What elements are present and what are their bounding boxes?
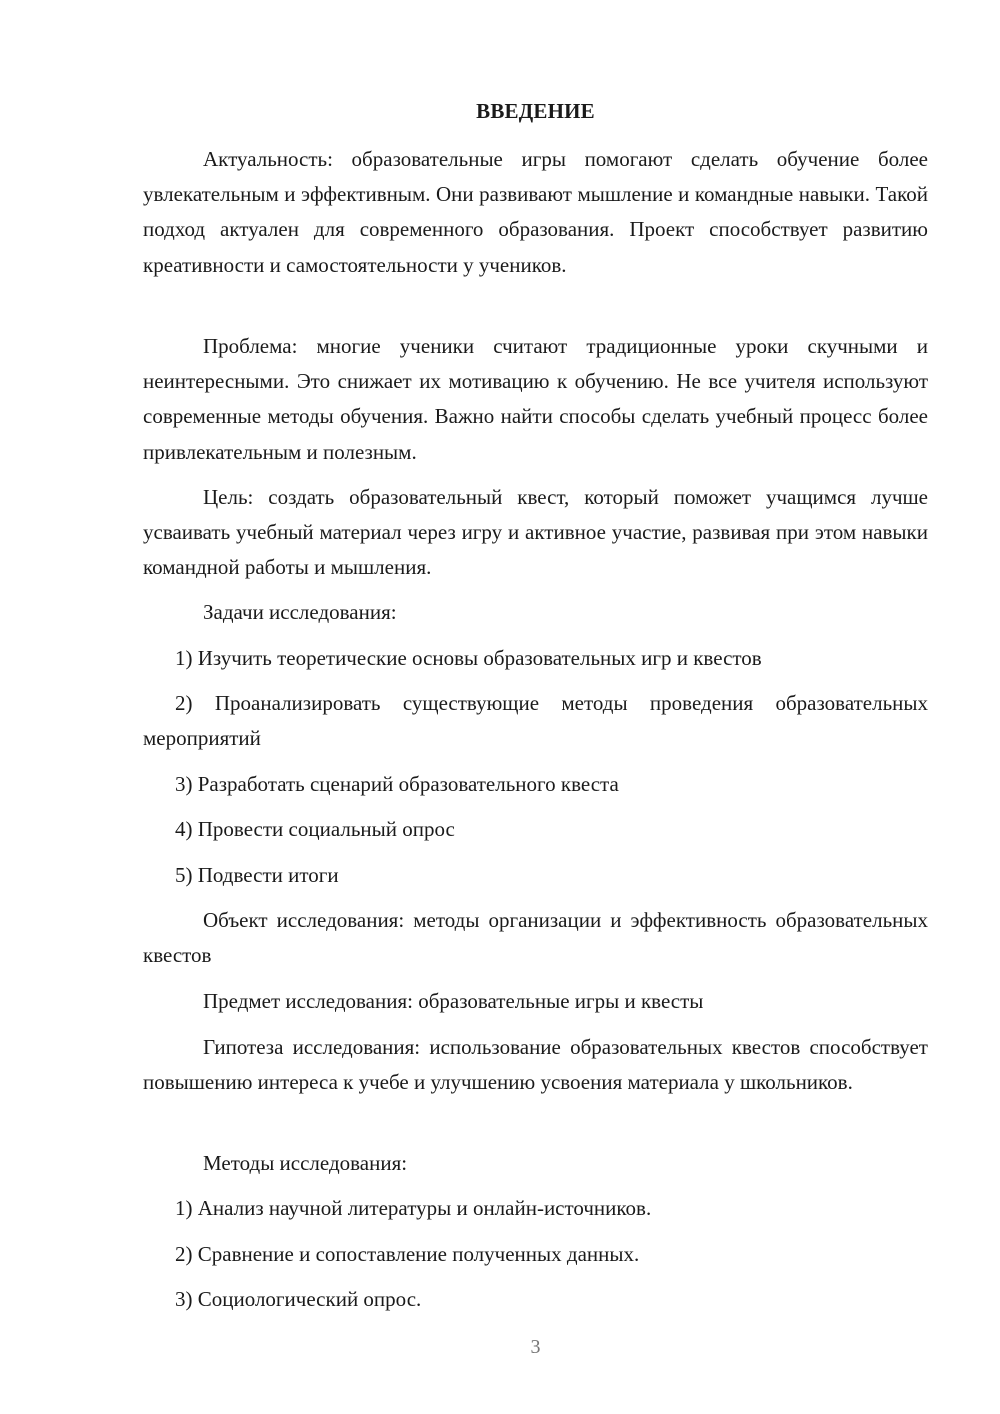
section-title: ВВЕДЕНИЕ (476, 99, 595, 123)
document-page (143, 0, 928, 1414)
task-item: 5) Подвести итоги (175, 863, 339, 887)
page-number: 3 (530, 1336, 541, 1358)
goal-paragraph: Цель: создать образовательный квест, который поможет учащимся лучше усваивать учебный материал через игру и активное участие, развивая при этом навыки командной работы и мышления. (143, 485, 928, 580)
task-item: 4) Провести социальный опрос (175, 817, 455, 841)
relevance-paragraph: Актуальность: образовательные игры помогают сделать обучение более увлекательным и эффективным. Они развивают мышление и командные навыки. Такой подход актуален для современного образования. Проект способствует развитию креативности и самостоятельности у учеников. (143, 147, 928, 277)
method-item: 2) Сравнение и сопоставление полученных данных. (175, 1242, 640, 1266)
hypothesis-paragraph: Гипотеза исследования: использование образовательных квестов способствует повышению интереса к учебе и улучшению усвоения материала у школьников. (143, 1035, 928, 1095)
subject-paragraph: Предмет исследования: образовательные игры и квесты (203, 989, 704, 1013)
method-item: 3) Социологический опрос. (175, 1287, 422, 1311)
task-item: 1) Изучить теоретические основы образовательных игр и квестов (175, 646, 762, 670)
task-item: 2) Проанализировать существующие методы проведения образовательных мероприятий (143, 691, 928, 751)
methods-heading: Методы исследования: (203, 1151, 408, 1175)
object-paragraph: Объект исследования: методы организации и эффективность образовательных квестов (143, 908, 928, 968)
task-item: 3) Разработать сценарий образовательного квеста (175, 772, 619, 796)
problem-paragraph: Проблема: многие ученики считают традиционные уроки скучными и неинтересными. Это снижает их мотивацию к обучению. Не все учителя используют современные методы обучения. Важно найти способы сделать учебный процесс более привлекательным и полезным. (143, 334, 928, 464)
method-item: 1) Анализ научной литературы и онлайн-источников. (175, 1196, 652, 1220)
tasks-heading: Задачи исследования: (203, 600, 397, 624)
